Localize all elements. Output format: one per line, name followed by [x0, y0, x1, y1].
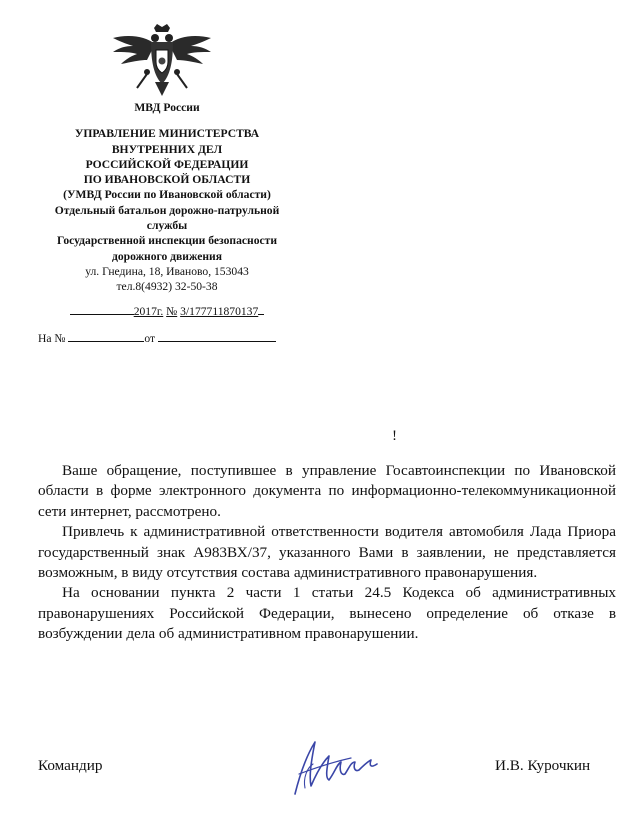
mvd-eagle-emblem-icon [107, 22, 217, 102]
registration-year: 2017г. [133, 305, 164, 318]
header-line: ВНУТРЕННИХ ДЕЛ [111, 142, 223, 156]
date-blank [70, 303, 134, 315]
number-blank-tail [258, 303, 264, 315]
header-line: УПРАВЛЕНИЕ МИНИСТЕРСТВА [74, 127, 260, 141]
body-paragraph: На основании пункта 2 части 1 статьи 24.5 Кодекса об административных правонарушениях Российской Федерации, вынесено определение об отказе в возбуждении дела об административном правонарушении. [38, 584, 616, 643]
handwritten-signature-icon [285, 728, 385, 798]
reference-label: На № [38, 332, 66, 345]
signatory-title: Командир [38, 757, 103, 774]
body-paragraph: Ваше обращение, поступившее в управление Госавтоинспекции по Ивановской области в форме электронного документа по информационно-телекоммуникационной сети интернет, рассмотрено. [38, 462, 616, 520]
header-line: (УМВД России по Ивановской области) [63, 188, 271, 202]
reference-date-blank [158, 330, 276, 342]
header-line: Отдельный батальон дорожно-патрульной [54, 203, 280, 217]
sender-header [38, 100, 296, 295]
registration-number: 3/177711870137 [180, 305, 259, 318]
reference-number-blank [68, 330, 144, 342]
header-line: службы [146, 219, 188, 233]
letter-body [38, 461, 616, 645]
signatory-name: И.В. Курочкин [495, 757, 591, 774]
reference-from-label: от [144, 332, 156, 345]
salutation-mark: ! [392, 428, 397, 444]
header-line: дорожного движения [111, 249, 222, 263]
body-paragraph: Привлечь к административной ответственности водителя автомобиля Лада Приора государственный знак А983ВХ/37, указанного Вами в заявлении, не представляется возможным, в виду отсутствия состава административного правонарушения. [38, 523, 616, 582]
sender-phone: тел.8(4932) 32-50-38 [116, 280, 218, 294]
header-line: Государственной инспекции безопасности [56, 234, 278, 248]
sender-address: ул. Гнедина, 18, Иваново, 153043 [85, 264, 249, 278]
header-line: ПО ИВАНОВСКОЙ ОБЛАСТИ [83, 173, 251, 187]
header-line: РОССИЙСКОЙ ФЕДЕРАЦИИ [85, 157, 249, 171]
ministry-caption: МВД России [134, 101, 200, 114]
registration-number-label: № [166, 305, 178, 318]
registration-line [38, 303, 296, 319]
reference-line [38, 330, 298, 346]
